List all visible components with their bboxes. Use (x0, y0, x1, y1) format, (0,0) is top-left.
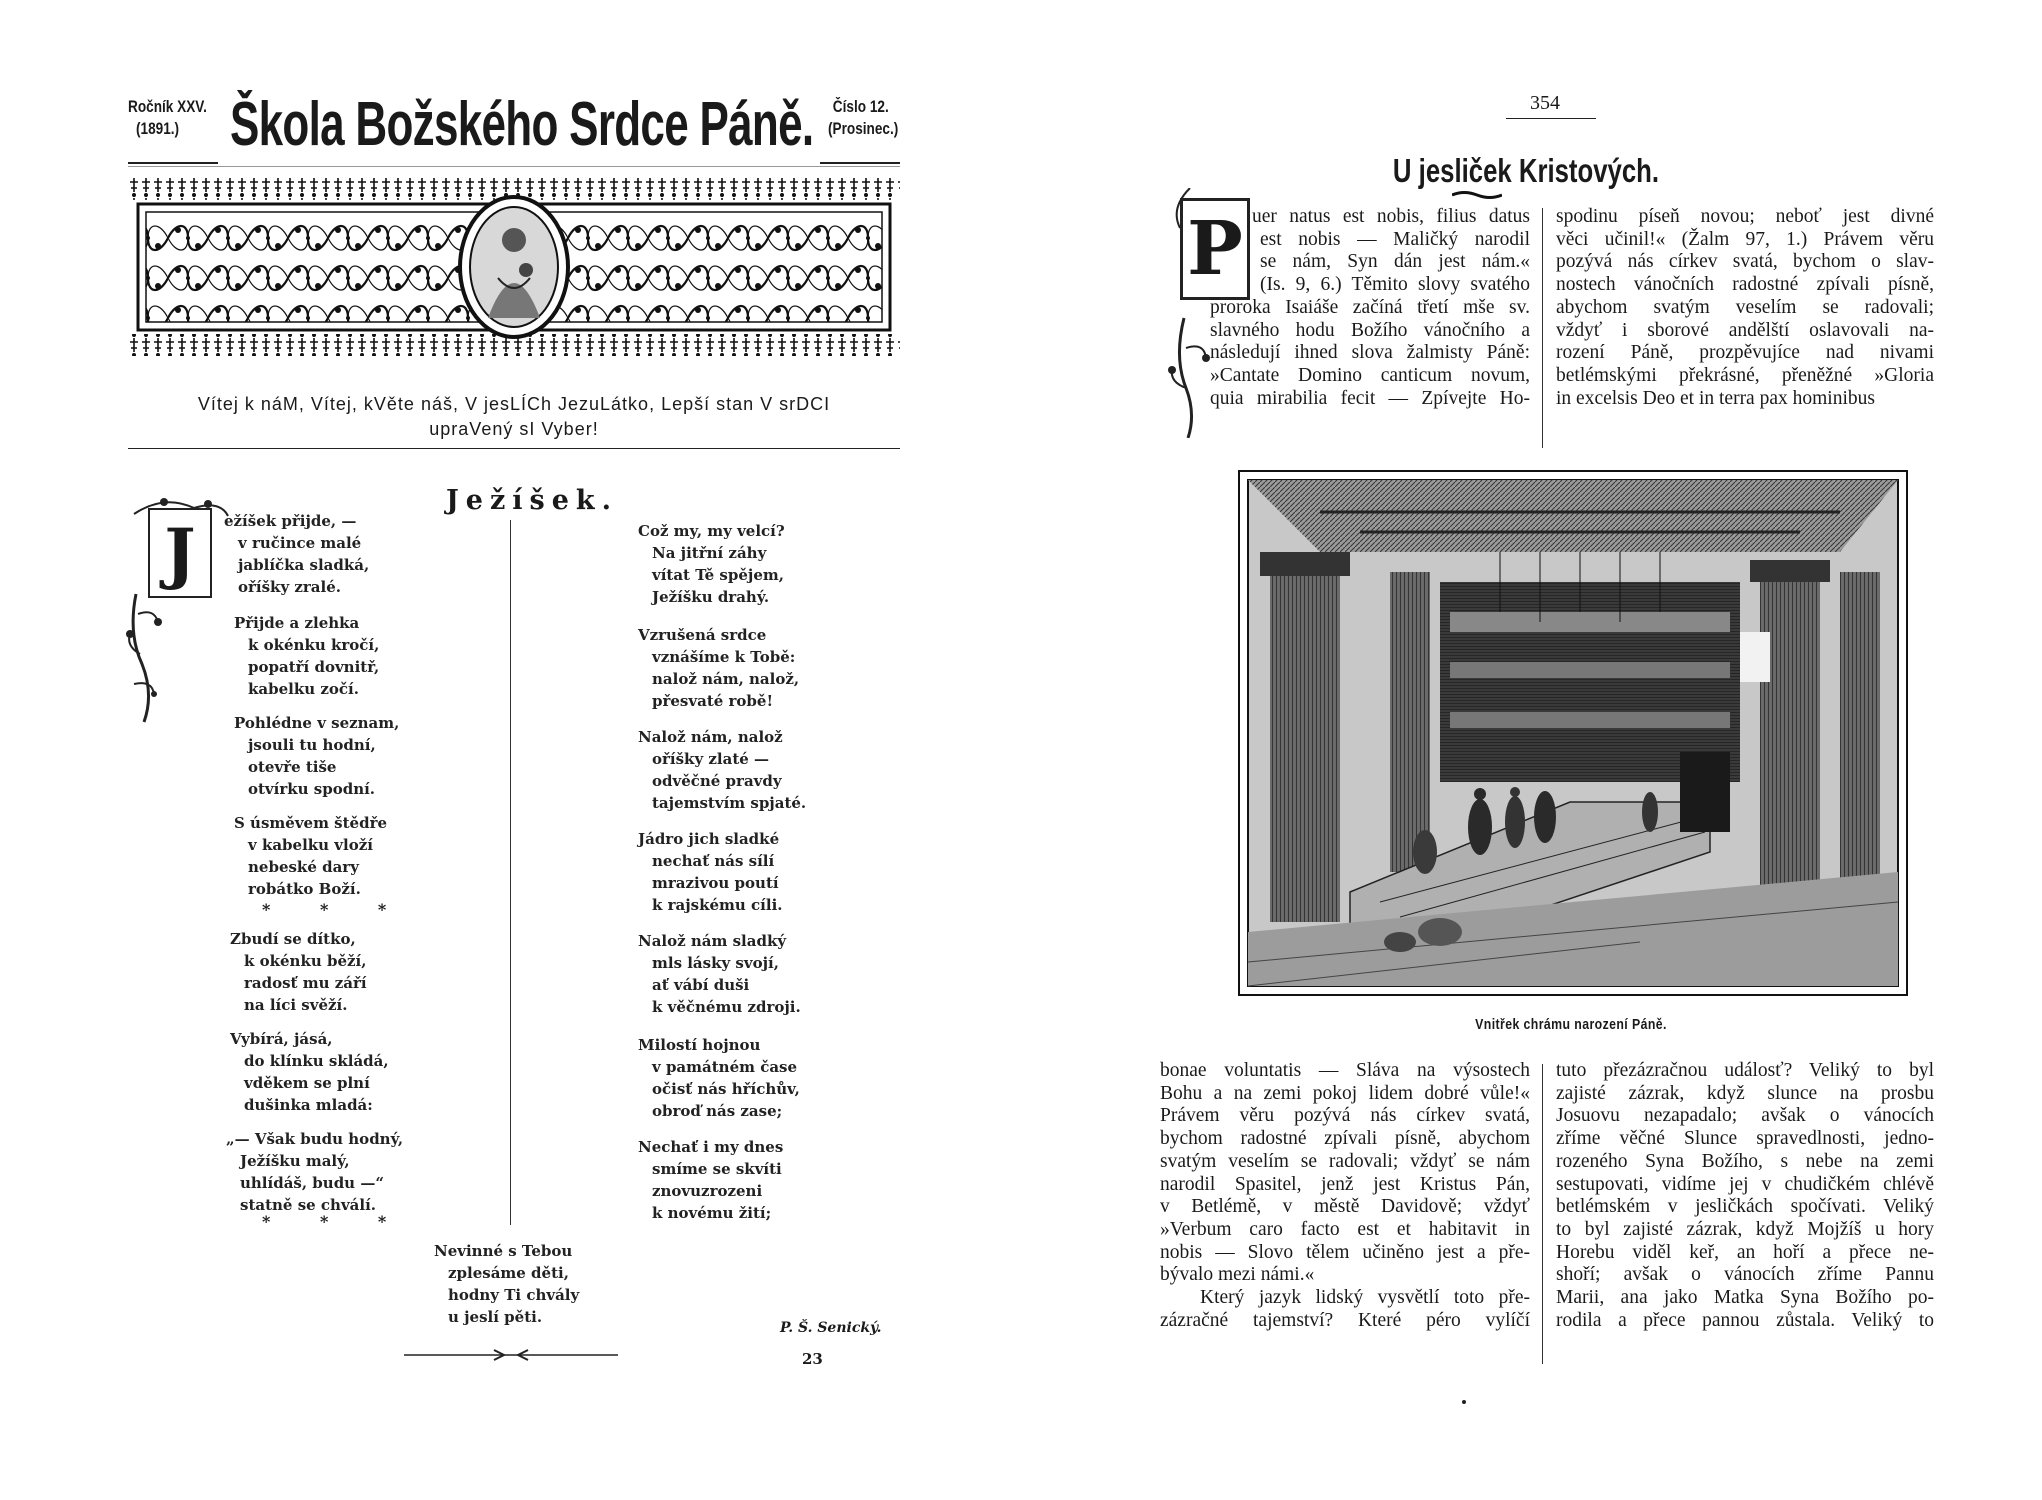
poem-line: Ježíšku malý, (240, 1152, 350, 1170)
poem-line: Nalož nám, nalož (638, 728, 783, 746)
poem-stanza (638, 520, 785, 608)
church-interior-engraving (1238, 470, 1908, 996)
text-line: zříme věčné Slunce spravedlnosti, jedno- (1556, 1128, 1934, 1150)
text-line: nobis — Slovo tělem učiněno jest a pře- (1160, 1241, 1530, 1263)
text-line: následují ihned slova žalmisty Páně: (1210, 342, 1530, 364)
text-line: abychom svatým veselím se radovali; (1556, 296, 1934, 318)
poem-title: Ježíšek. (446, 485, 619, 516)
text-line: est nobis — Maličký narodil (1260, 228, 1530, 250)
text-line: nostech vánočních radostné zpívali písně, (1556, 274, 1934, 296)
poem-line: k rajskému cíli. (652, 896, 783, 914)
text-line: betlémském v jesličkách spočívati. Veliký (1556, 1196, 1934, 1218)
poem-line: mls lásky svojí, (652, 954, 779, 972)
text-line: bonae voluntatis — Sláva na výsostech (1160, 1060, 1530, 1081)
text-line: v Betlémě, v městě Davidově; vždyť (1160, 1196, 1530, 1218)
text-line: rozeného Syna Božího, s nebe na zemi (1556, 1150, 1934, 1172)
poem-line: popatří dovnitř, (248, 658, 380, 676)
intro-column-left (1210, 297, 1530, 411)
poem-line: vznášíme k Tobě: (652, 648, 796, 666)
poem-line: Což my, my velcí? (638, 522, 785, 540)
motto-line-1: Vítej k náM, Vítej, kVěte náš, V jesLÍCh JezuLátko, Lepší stan V srDCI (197, 394, 831, 414)
poem-line: Na jitřní záhy (652, 544, 767, 562)
right-page-number: 354 (1530, 92, 1560, 114)
motto-rule (128, 448, 900, 449)
body-column-right (1556, 1060, 1934, 1332)
text-line: quia mirabilia fecit — Zpívejte Ho- (1210, 387, 1530, 409)
poem-line: Nalož nám sladký (638, 932, 787, 950)
poem-line: kabelku zočí. (248, 680, 359, 698)
page-number-rule (1506, 118, 1596, 119)
poem-line: radosť mu září (244, 974, 367, 992)
text-line: uer natus est nobis, filius datus (1252, 206, 1530, 227)
masthead-rule-right (820, 162, 900, 164)
poem-line: v kabelku vloží (248, 836, 373, 854)
poem-signature: P. Š. Senický. (780, 1320, 882, 1336)
masthead-rule-left (128, 162, 218, 164)
poem-line: Milostí hojnou (638, 1036, 761, 1054)
text-line: svatým veselím se radovali; vždyť se nám (1160, 1150, 1530, 1172)
text-line: zajisté zázrak, když slunce na prosbu (1556, 1082, 1934, 1104)
poem-stanza (224, 510, 369, 598)
ornament-svg (128, 178, 900, 356)
poem-line: robátko Boží. (248, 880, 361, 898)
text-line: pozývá nás církev svatá, bychom o slav- (1556, 251, 1934, 273)
poem-line: zplesáme děti, (448, 1264, 569, 1282)
poem-line: S úsměvem štědře (234, 814, 388, 832)
text-line: to byl zajisté zázrak, když Mojžíš u hory (1556, 1218, 1934, 1240)
poem-line: nechať nás sílí (652, 852, 775, 870)
stars-divider: * * * (262, 1212, 409, 1231)
poem-line: vděkem se plní (244, 1074, 370, 1092)
column-divider-bottom (1542, 1064, 1543, 1364)
dropcap-vine-ornament (124, 494, 234, 724)
left-page-number: 23 (802, 1350, 823, 1368)
poem-line: hodny Ti chvály (448, 1286, 580, 1304)
poem-stanza (638, 1136, 783, 1224)
poem-line: mrazivou poutí (652, 874, 779, 892)
poem-line: Zbudí se dítko, (230, 930, 356, 948)
poem-stanza (234, 712, 399, 800)
masthead-month: (Prosinec.) (828, 119, 899, 138)
text-line: rodila a přece pannou zůstala. Veliký to (1556, 1309, 1934, 1331)
poem-line: Nevinné s Tebou (434, 1242, 573, 1260)
poem-line: statně se chválí. (240, 1196, 376, 1214)
poem-line: v památném čase (652, 1058, 798, 1076)
poem-column-divider (510, 520, 511, 1225)
poem-stanza (638, 828, 783, 916)
poem-stanza (638, 624, 799, 712)
poem-stanza (638, 726, 806, 814)
poem-line: k okénku kročí, (248, 636, 380, 654)
poem-stanza (230, 1028, 389, 1116)
poem-line: vítat Tě spějem, (652, 566, 784, 584)
engraving-svg (1240, 472, 1906, 994)
poem-line: u jeslí pěti. (448, 1308, 543, 1326)
ornamental-banner (128, 178, 900, 356)
masthead-volume-block (128, 96, 207, 140)
column-divider-top (1542, 208, 1543, 448)
text-line: slavného hodu Božího vánočního a (1210, 319, 1530, 341)
poem-line: očisť nás hříchův, (652, 1080, 800, 1098)
masthead-issue-block (828, 96, 898, 140)
poem-final-stanza (434, 1240, 579, 1328)
poem-stanza (234, 812, 387, 900)
poem-dropcap-letter: J (164, 514, 196, 592)
poem-line: otvírku spodní. (248, 780, 376, 798)
poem-line: Ježíšku drahý. (652, 588, 770, 606)
poem-line: nalož nám, nalož, (652, 670, 800, 688)
masthead-rule-thin (128, 166, 900, 167)
text-line: »Verbum caro facto est et habitavit in (1160, 1218, 1530, 1240)
poem-stanza (638, 1034, 800, 1122)
poem-line: ať vábí duši (652, 976, 750, 994)
poem-line: „— Však budu hodný, (226, 1130, 404, 1148)
article-dropcap (1180, 198, 1250, 300)
poem-line: otevře tiše (248, 758, 337, 776)
text-line: rození Páně, prozpěvujíce nad nivami (1556, 342, 1934, 364)
motto-line-2: upraVený sI Vyber! (429, 419, 599, 439)
poem-stanza (230, 928, 367, 1016)
text-line: betlémskými překrásné, přeněžné »Gloria (1556, 364, 1934, 386)
text-line: in excelsis Deo et in terra pax hominibus (1556, 387, 1875, 409)
motto (128, 392, 900, 442)
text-line: (Is. 9, 6.) Těmito slovy svatého (1260, 274, 1530, 296)
poem-stanza (226, 1128, 403, 1216)
poem-stanza (638, 930, 801, 1018)
poem-stanza (234, 612, 379, 700)
poem-line: odvěčné pravdy (652, 772, 782, 790)
text-line: bývalo mezi námi.« (1160, 1264, 1315, 1286)
text-line: se nám, Syn dán jest nám.« (1260, 251, 1530, 273)
poem-line: Nechať i my dnes (638, 1138, 784, 1156)
intro-column-left-narrow (1252, 206, 1530, 297)
poem-line: nebeské dary (248, 858, 359, 876)
footer-dot (1462, 1400, 1466, 1404)
poem-line: na líci svěží. (244, 996, 348, 1014)
poem-line: Vzrušená srdce (638, 626, 767, 644)
article-title: U jesliček Kristových. (1392, 152, 1660, 189)
poem-line: ežíšek přijde, — (224, 512, 357, 530)
poem-line: Pohlédne v seznam, (234, 714, 400, 732)
poem-line: Vybírá, jásá, (230, 1030, 333, 1048)
poem-line: přesvaté robě! (652, 692, 774, 710)
text-line: Horebu viděl keř, an hoří a přece ne- (1556, 1241, 1934, 1263)
text-line: Právem věru pozývá nás církev svatá, (1160, 1105, 1530, 1127)
poem-line: k novému žití; (652, 1204, 772, 1222)
end-ornament-rule (404, 1348, 618, 1362)
text-line: Josuovu nezapadalo; avšak o vánocích (1556, 1105, 1934, 1127)
masthead-volume: Ročník XXV. (128, 97, 207, 116)
poem-line: k okénku běží, (244, 952, 367, 970)
intro-column-right (1556, 206, 1934, 410)
text-line: sestupovati, vidíme jej v chudičkém chlévě (1556, 1173, 1934, 1195)
text-line: Bohu a na zemi pokoj lidem dobré vůle!« (1160, 1082, 1530, 1104)
text-line: Marii, ana jako Matka Syna Božího po- (1556, 1287, 1934, 1309)
stars-divider: * * * (262, 900, 409, 919)
masthead-year: (1891.) (136, 119, 180, 138)
poem-line: jablíčka sladká, (238, 556, 370, 574)
engraving-caption: Vnitřek chrámu narození Páně. (1475, 1016, 1667, 1033)
body-column-left (1160, 1060, 1530, 1332)
poem-line: uhlídáš, budu —“ (240, 1174, 384, 1192)
masthead-issue: Číslo 12. (832, 97, 889, 116)
text-line: zázračné tajemství? Které péro vylíčí (1160, 1309, 1530, 1331)
poem-line: obroď nás zase; (652, 1102, 783, 1120)
text-line: spodinu píseň novou; neboť jest divné (1556, 206, 1934, 227)
text-line: Který jazyk lidský vysvětlí toto pře- (1200, 1287, 1530, 1309)
title-ornament (1452, 190, 1502, 200)
poem-line: do klínku skládá, (244, 1052, 389, 1070)
text-line: »Cantate Domino canticum novum, (1210, 365, 1530, 387)
poem-line: tajemstvím spjaté. (652, 794, 807, 812)
article-dropcap-letter: P (1187, 206, 1243, 292)
text-line: shoří; avšak o vánocích zříme Pannu (1556, 1264, 1934, 1286)
poem-line: oříšky zralé. (238, 578, 341, 596)
poem-line: v ručince malé (238, 534, 362, 552)
text-line: bychom radostné zpívali písně, abychom (1160, 1128, 1530, 1150)
text-line: narodil Spasitel, jenž jest Kristus Pán, (1160, 1173, 1530, 1195)
poem-line: oříšky zlaté — (652, 750, 770, 768)
text-line: tuto přezázračnou událosť? Veliký to byl (1556, 1060, 1934, 1081)
text-line: proroka Isaiáše začíná třetí mše sv. (1210, 297, 1530, 318)
masthead-title: Škola Božského Srdce Páně. (230, 90, 814, 159)
poem-line: Jádro jich sladké (638, 830, 780, 848)
text-line: věci učinil!« (Žalm 97, 1.) Právem věru (1556, 228, 1934, 250)
poem-line: k věčnému zdroji. (652, 998, 801, 1016)
poem-line: jsouli tu hodní, (248, 736, 376, 754)
text-line: vždyť i sborové andělští oslavovali na- (1556, 319, 1934, 341)
poem-line: dušinka mladá: (244, 1096, 373, 1114)
poem-line: znovuzrozeni (652, 1182, 763, 1200)
poem-line: smíme se skvíti (652, 1160, 782, 1178)
poem-line: Přijde a zlehka (234, 614, 360, 632)
